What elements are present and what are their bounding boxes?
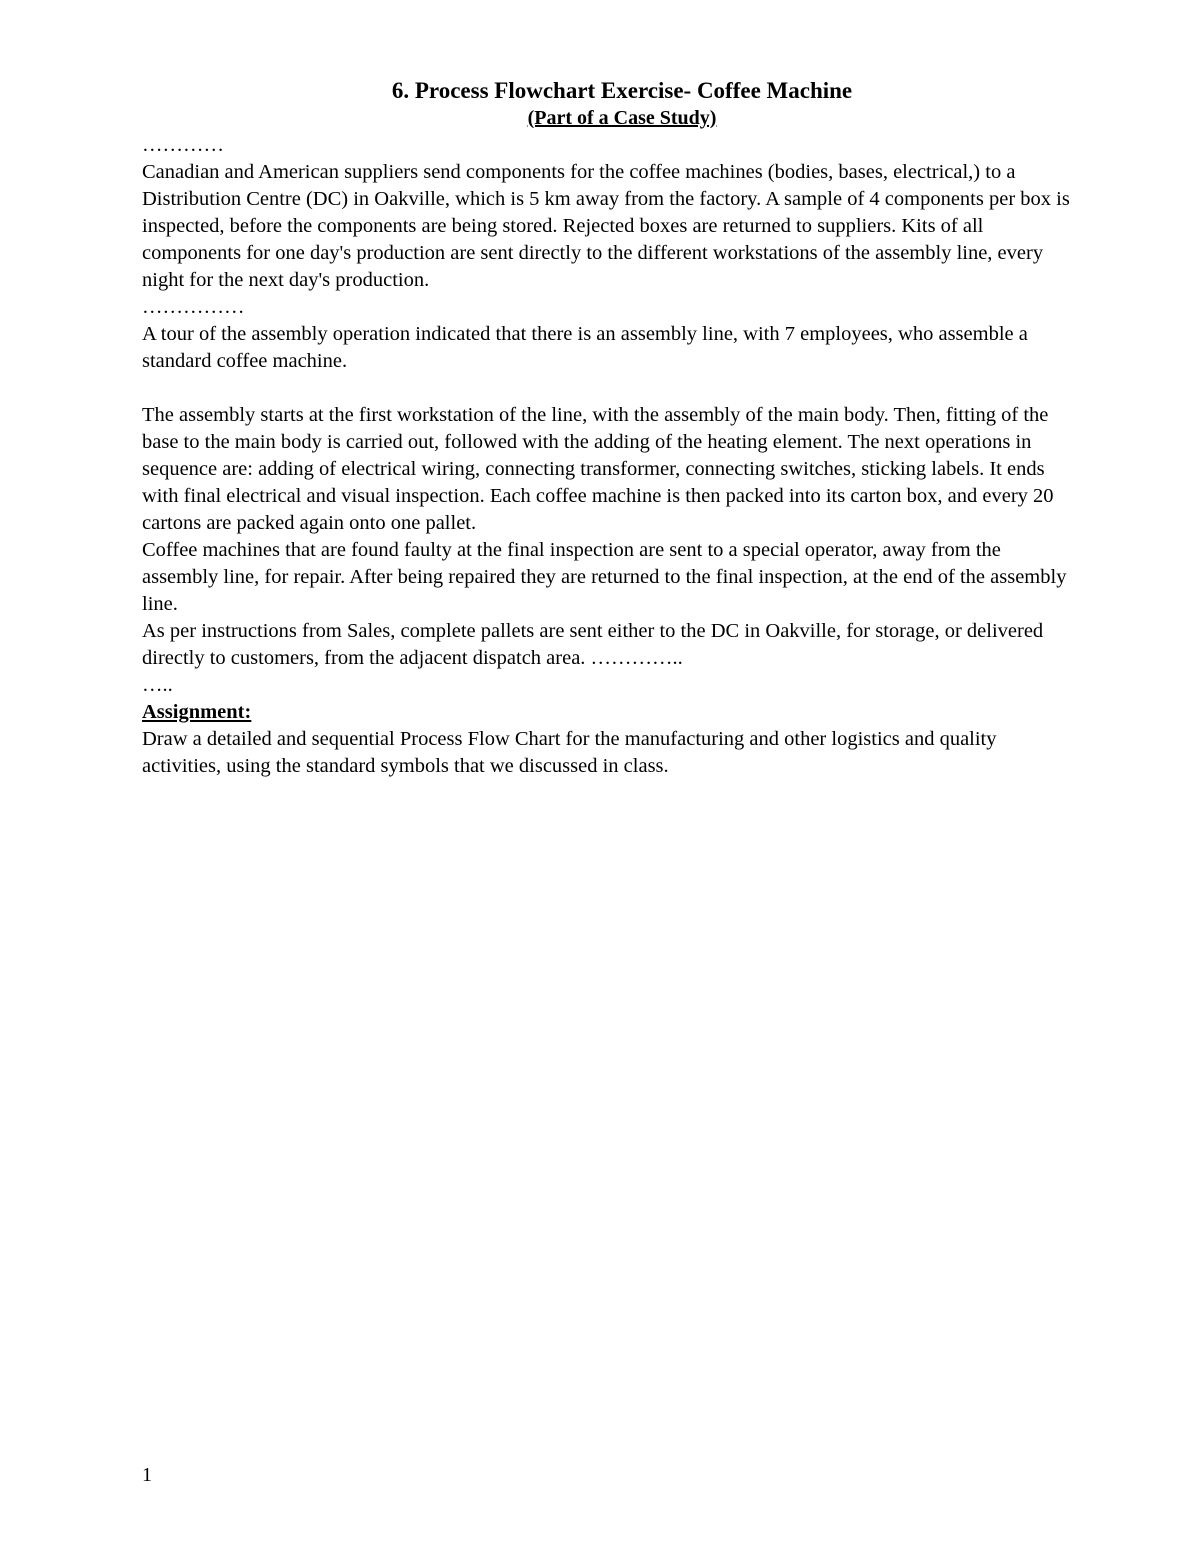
document-subtitle: (Part of a Case Study) <box>527 107 717 129</box>
paragraph-suppliers: Canadian and American suppliers send components for the coffee machines (bodies, bases, electrical,) to a Distribution Centre (DC) in Oakville, which is 5 km away from the factory. A sample of 4 components per box is inspected, before the components are being stored. Rejected boxes are returned to suppliers. Kits of all components for one day's production are sent directly to the different workstations of the assembly line, every night for the next day's production. <box>142 161 1070 291</box>
paragraph-assembly: The assembly starts at the first workstation of the line, with the assembly of the main body. Then, fitting of the base to the main body is carried out, followed with the adding of the heating element. The next operations in sequence are: adding of electrical wiring, connecting transformer, connecting switches, sticking labels. It ends with final electrical and visual inspection. Each coffee machine is then packed into its carton box, and every 20 cartons are packed again onto one pallet. <box>142 404 1054 534</box>
assignment-text: Draw a detailed and sequential Process Flow Chart for the manufacturing and other logistics and quality activities, using the standard symbols that we discussed in class. <box>142 728 997 777</box>
paragraph-repair: Coffee machines that are found faulty at the final inspection are sent to a special operator, away from the assembly line, for repair. After being repaired they are returned to the final inspection, at the end of the assembly line. <box>142 539 1067 615</box>
ellipsis-separator: …………… <box>142 296 245 318</box>
paragraph-dispatch: As per instructions from Sales, complete pallets are sent either to the DC in Oakville, for storage, or delivered directly to customers, from the adjacent dispatch area. ………….. <box>142 620 1044 669</box>
assignment-heading: Assignment: <box>142 701 252 723</box>
document-body <box>142 76 1072 780</box>
page-number: 1 <box>142 1464 152 1486</box>
ellipsis-separator: ………… <box>142 134 224 156</box>
blank-line <box>142 375 1072 402</box>
document-title: 6. Process Flowchart Exercise- Coffee Machine <box>391 78 853 103</box>
paragraph-tour: A tour of the assembly operation indicated that there is an assembly line, with 7 employees, who assemble a standard coffee machine. <box>142 323 1028 372</box>
ellipsis-separator: ….. <box>142 674 173 696</box>
